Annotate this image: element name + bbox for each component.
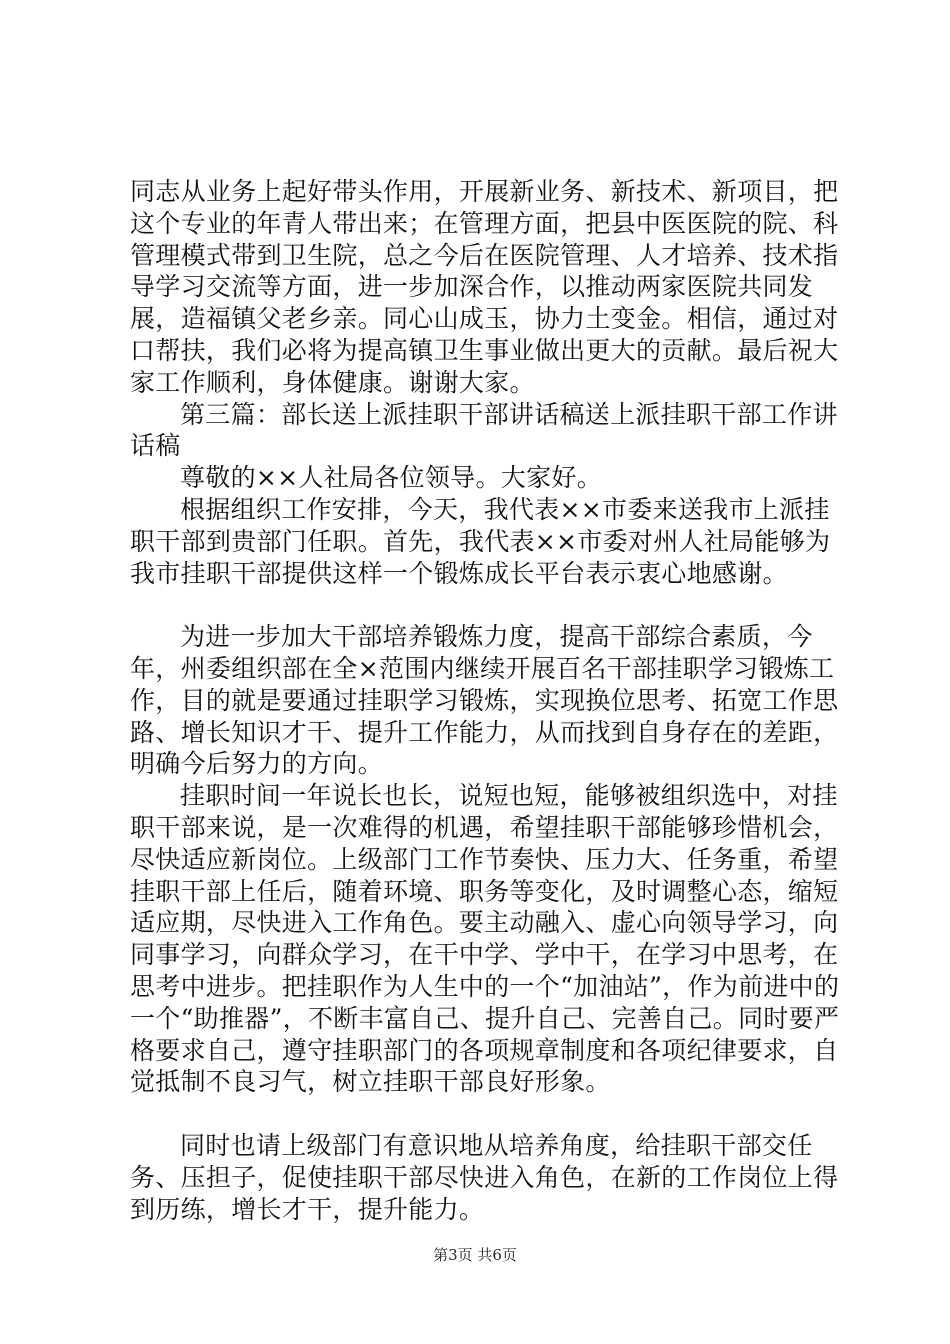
page-number: 第3页 共6页 [433,1246,517,1264]
section-heading: 第三篇：部长送上派挂职干部讲话稿送上派挂职干部工作讲话稿 [130,399,838,461]
paragraph-introduction: 根据组织工作安排，今天，我代表××市委来送我市上派挂职干部到贵部门任职。首先，我代表××市委对州人社局能够为我市挂职干部提供这样一个锻炼成长平台表示衷心地感谢。 [130,494,831,588]
paragraph-spacer [130,1098,850,1130]
paragraph-spacer [130,589,850,621]
document-body [130,176,850,1225]
paragraph-expectations: 挂职时间一年说长也长，说短也短，能够被组织选中，对挂职干部来说，是一次难得的机遇，希望挂职干部能够珍惜机会，尽快适应新岗位。上级部门工作节奏快、压力大、任务重，希望挂职干部上任后，随着环境、职务等变化，及时调整心态，缩短适应期，尽快进入工作角色。要主动融入、虚心向领导学习，向同事学习，向群众学习，在干中学、学中干，在学习中思考，在思考中进步。把挂职作为人生中的一个“加油站”，作为前进中的一个“助推器”，不断丰富自己、提升自己、完善自己。同时要严格要求自己，遵守挂职部门的各项规章制度和各项纪律要求，自觉抵制不良习气，树立挂职干部良好形象。 [130,781,840,1097]
paragraph-request: 同时也请上级部门有意识地从培养角度，给挂职干部交任务、压担子，促使挂职干部尽快进入角色，在新的工作岗位上得到历练，增长才干，提升能力。 [130,1130,839,1224]
paragraph-purpose: 为进一步加大干部培养锻炼力度，提高干部综合素质，今年，州委组织部在全×范围内继续开展百名干部挂职学习锻炼工作，目的就是要通过挂职学习锻炼，实现换位思考、拓宽工作思路、增长知识才干、提升工作能力，从而找到自身存在的差距，明确今后努力的方向。 [130,622,839,779]
paragraph-closing-remarks: 同志从业务上起好带头作用，开展新业务、新技术、新项目，把这个专业的年青人带出来；在管理方面，把县中医医院的院、科管理模式带到卫生院，总之今后在医院管理、人才培养、技术指导学习交流等方面，进一步加深合作，以推动两家医院共同发展，造福镇父老乡亲。同心山成玉，协力土变金。相信，通过对口帮扶，我们必将为提高镇卫生事业做出更大的贡献。最后祝大家工作顺利，身体健康。谢谢大家。 [130,177,839,397]
salutation: 尊敬的××人社局各位领导。大家好。 [180,463,602,493]
